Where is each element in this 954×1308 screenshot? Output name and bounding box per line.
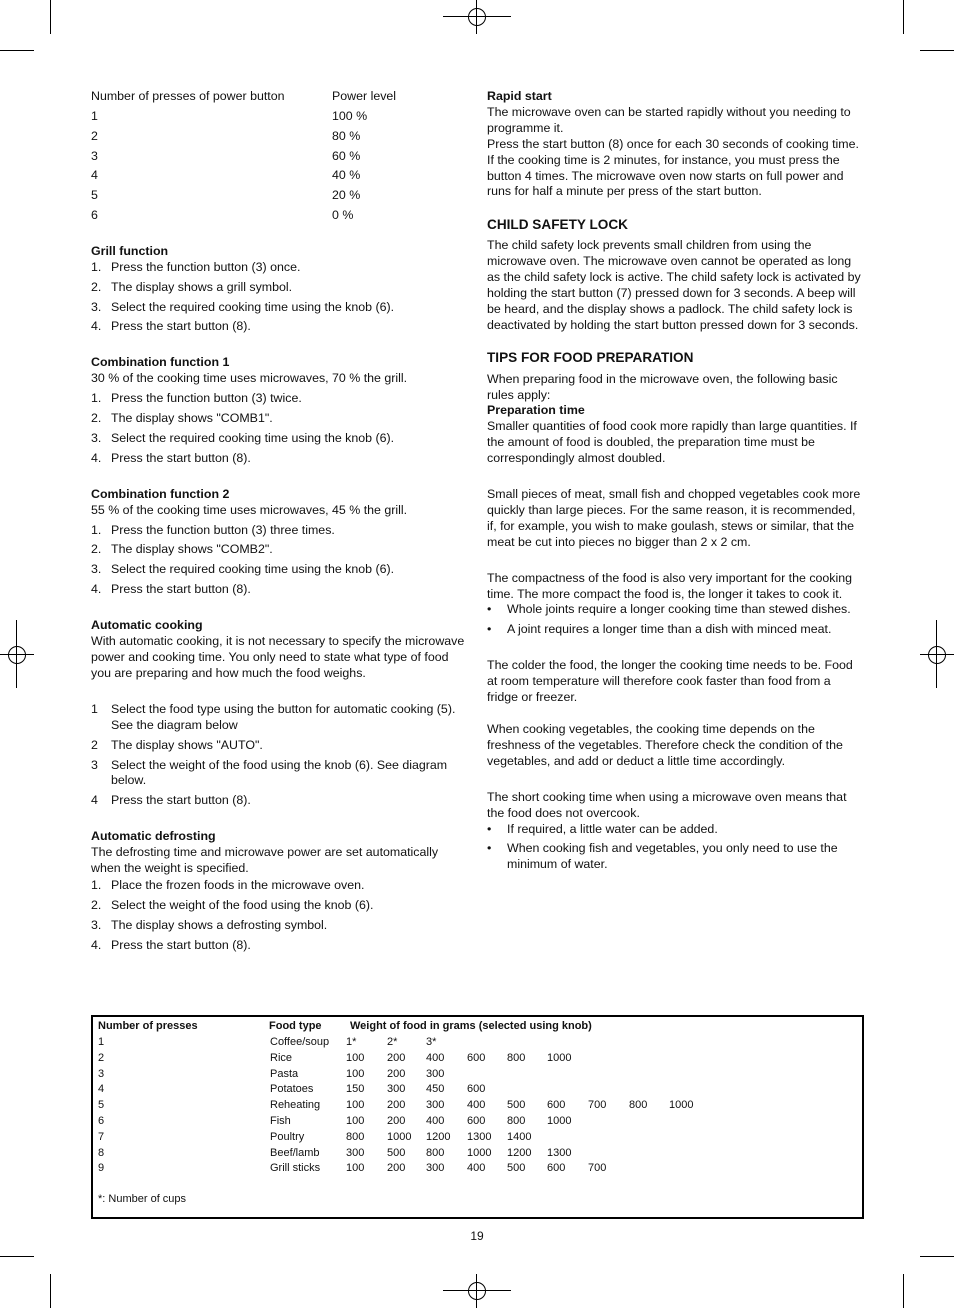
- table-cell-presses: 2: [98, 1051, 105, 1064]
- power-header-presses: Number of presses of power button: [91, 89, 285, 103]
- table-cell-weight: 1300: [547, 1146, 572, 1159]
- list-text: Place the frozen foods in the microwave oven.: [111, 877, 365, 892]
- list-text: Select the weight of the food using the knob (6).: [111, 897, 374, 912]
- bullet-item: [487, 602, 863, 618]
- table-cell-weight: 800: [346, 1130, 365, 1143]
- table-cell-weight: 100: [346, 1115, 365, 1127]
- list-number: 4.: [91, 582, 102, 597]
- tips-p6: The short cooking time when using a microwave oven means that the food does not overcook.: [487, 789, 847, 820]
- bullet-item: [487, 822, 863, 838]
- power-row-level: 80 %: [332, 128, 361, 143]
- list-item: [91, 702, 469, 734]
- list-item: [91, 300, 469, 316]
- rapid-title: Rapid start: [487, 89, 552, 103]
- child-lock-section: [487, 217, 863, 333]
- list-number: 3: [91, 757, 98, 772]
- power-row: [91, 129, 469, 149]
- auto-defrost-steps: [91, 878, 469, 954]
- table-cell-weight: 1000: [547, 1115, 572, 1127]
- auto-defrost-section: [91, 829, 469, 953]
- list-text: The display shows "COMB1".: [111, 411, 273, 426]
- list-number: 1.: [91, 522, 102, 537]
- table-cell-presses: 3: [98, 1067, 105, 1080]
- tips-p5: When cooking vegetables, the cooking time depends on the freshness of the vegetables. Therefore check the condition of the vegetables, and add or deduct a little time accordingly.: [487, 722, 843, 768]
- table-cell-weight: 3*: [426, 1036, 437, 1048]
- table-cell-weight: 100: [346, 1099, 365, 1112]
- power-row-presses: 1: [91, 109, 98, 123]
- auto-cook-section: [91, 618, 469, 809]
- table-cell-weight: 600: [547, 1099, 566, 1112]
- table-cell-presses: 5: [98, 1099, 105, 1112]
- table-cell-weight: 700: [588, 1162, 607, 1175]
- table-cell-weight: 800: [426, 1146, 445, 1159]
- list-text: Select the required cooking time using the knob (6).: [111, 562, 395, 577]
- table-cell-weight: 800: [629, 1099, 648, 1112]
- list-item: [91, 391, 469, 407]
- list-item: [91, 542, 469, 558]
- list-item: [91, 523, 469, 539]
- left-column: [91, 89, 469, 958]
- table-cell-weight: 600: [467, 1083, 486, 1096]
- auto-cook-table: [91, 1015, 864, 1219]
- table-cell-food-type: Fish: [270, 1115, 291, 1127]
- list-number: 4: [91, 793, 98, 808]
- list-text: Press the start button (8).: [111, 937, 251, 952]
- list-item: [91, 319, 469, 335]
- table-footnote: *: Number of cups: [98, 1193, 187, 1205]
- bullet-icon: •: [487, 602, 492, 617]
- prep-time-title: Preparation time: [487, 403, 585, 418]
- list-item: [91, 758, 469, 790]
- list-text: Press the start button (8).: [111, 582, 251, 597]
- table-cell-weight: 300: [426, 1067, 445, 1080]
- list-number: 1: [91, 701, 98, 716]
- table-cell-food-type: Beef/lamb: [270, 1146, 320, 1159]
- tips-p1: Smaller quantities of food cook more rapidly than large quantities. If the amount of food is doubled, the preparation time must be correspondingly almost doubled.: [487, 419, 857, 466]
- table-cell-weight: 100: [346, 1162, 365, 1175]
- table-cell-food-type: Coffee/soup: [270, 1036, 330, 1048]
- table-cell-weight: 100: [346, 1067, 365, 1080]
- table-cell-weight: 1*: [346, 1036, 357, 1048]
- list-number: 3.: [91, 562, 102, 577]
- comb2-intro: 55 % of the cooking time uses microwaves, 45 % the grill.: [91, 502, 408, 517]
- bullet-icon: •: [487, 841, 492, 856]
- list-number: 1.: [91, 391, 102, 406]
- table-cell-food-type: Reheating: [270, 1099, 321, 1112]
- auto-defrost-title: Automatic defrosting: [91, 829, 216, 844]
- tips-intro: When preparing food in the microwave oven, the following basic rules apply:: [487, 371, 838, 402]
- power-row-presses: 3: [91, 148, 98, 163]
- bullet-text: When cooking fish and vegetables, you only need to use the minimum of water.: [507, 841, 838, 872]
- list-number: 2.: [91, 279, 102, 294]
- power-row-level: 0 %: [332, 207, 354, 222]
- tips-p2: Small pieces of meat, small fish and chopped vegetables cook more quickly than large pieces. For the same reason, it is recommended, if, for example, you wish to make goulash, stews or similar, that the meat be cut into pieces no bigger than 2 x 2 cm.: [487, 487, 861, 549]
- tips-section: [487, 350, 863, 874]
- list-item: [91, 582, 469, 598]
- list-text: The display shows "AUTO".: [111, 737, 263, 752]
- list-number: 2.: [91, 542, 102, 557]
- power-row-level: 40 %: [332, 168, 361, 183]
- table-cell-presses: 6: [98, 1115, 105, 1127]
- table-cell-weight: 400: [467, 1099, 486, 1112]
- table-cell-weight: 500: [387, 1146, 406, 1159]
- table-cell-weight: 600: [467, 1051, 486, 1064]
- bullet-text: If required, a little water can be added.: [507, 821, 718, 836]
- table-cell-weight: 1000: [387, 1130, 412, 1143]
- list-item: [91, 431, 469, 447]
- table-cell-weight: 100: [346, 1051, 365, 1064]
- power-row-presses: 4: [91, 168, 98, 183]
- list-number: 1.: [91, 877, 102, 892]
- table-cell-presses: 7: [98, 1130, 105, 1143]
- table-cell-weight: 600: [467, 1115, 486, 1127]
- list-number: 3.: [91, 430, 102, 445]
- comb1-title: Combination function 1: [91, 355, 230, 370]
- table-cell-weight: 800: [507, 1051, 526, 1064]
- table-cell-weight: 300: [387, 1083, 406, 1096]
- grill-title: Grill function: [91, 243, 169, 258]
- power-row-presses: 6: [91, 207, 98, 222]
- power-row-level: 20 %: [332, 188, 361, 203]
- comb1-steps: [91, 391, 469, 467]
- power-row: [91, 168, 469, 188]
- table-cell-weight: 300: [346, 1146, 365, 1159]
- table-header-weight: Weight of food in grams (selected using knob): [350, 1020, 592, 1032]
- list-number: 4.: [91, 450, 102, 465]
- table-cell-weight: 500: [507, 1099, 526, 1112]
- list-number: 4.: [91, 937, 102, 952]
- list-number: 2.: [91, 897, 102, 912]
- grill-steps: [91, 260, 469, 336]
- table-cell-weight: 300: [426, 1099, 445, 1112]
- list-number: 3.: [91, 299, 102, 314]
- comb1-intro: 30 % of the cooking time uses microwaves, 70 % the grill.: [91, 371, 408, 386]
- table-cell-weight: 450: [426, 1083, 445, 1096]
- tips-p3: The compactness of the food is also very important for the cooking time. The more compact the food is, the longer it takes to cook it.: [487, 570, 853, 601]
- list-number: 2.: [91, 411, 102, 426]
- table-cell-weight: 200: [387, 1099, 406, 1112]
- table-cell-weight: 1000: [669, 1099, 694, 1112]
- table-cell-weight: 1200: [507, 1146, 532, 1159]
- table-cell-weight: 600: [547, 1162, 566, 1175]
- table-cell-presses: 8: [98, 1146, 105, 1159]
- table-cell-weight: 200: [387, 1067, 406, 1080]
- list-text: Press the function button (3) twice.: [111, 391, 302, 406]
- table-header-presses: Number of presses: [98, 1020, 198, 1032]
- table-cell-weight: 700: [588, 1099, 607, 1112]
- power-row-presses: 2: [91, 128, 98, 143]
- table-cell-weight: 1000: [547, 1051, 572, 1064]
- power-row-level: 60 %: [332, 148, 361, 163]
- table-cell-weight: 1200: [426, 1130, 451, 1143]
- table-cell-food-type: Potatoes: [270, 1083, 314, 1096]
- list-text: Select the weight of the food using the knob (6). See diagram below.: [111, 757, 448, 788]
- list-text: The display shows "COMB2".: [111, 542, 273, 557]
- bullet-icon: •: [487, 622, 492, 637]
- comb1-section: [91, 355, 469, 466]
- grill-section: [91, 244, 469, 336]
- power-row-presses: 5: [91, 188, 98, 203]
- list-item: [91, 738, 469, 754]
- list-number: 4.: [91, 319, 102, 334]
- power-row: [91, 109, 469, 129]
- bullet-text: A joint requires a longer time than a dish with minced meat.: [507, 622, 832, 637]
- table-cell-presses: 4: [98, 1083, 105, 1096]
- list-text: Press the function button (3) once.: [111, 259, 301, 274]
- list-text: Press the function button (3) three times.: [111, 522, 335, 537]
- table-cell-food-type: Rice: [270, 1051, 293, 1064]
- list-item: [91, 938, 469, 954]
- list-number: 2: [91, 737, 98, 752]
- list-text: The display shows a defrosting symbol.: [111, 917, 328, 932]
- table-header-food-type: Food type: [269, 1020, 322, 1032]
- list-text: Select the required cooking time using the knob (6).: [111, 430, 395, 445]
- rapid-text: The microwave oven can be started rapidly without you needing to programme it.: [487, 104, 851, 135]
- list-item: [91, 918, 469, 934]
- table-cell-weight: 400: [426, 1051, 445, 1064]
- table-cell-weight: 200: [387, 1115, 406, 1127]
- list-item: [91, 878, 469, 894]
- auto-defrost-intro: The defrosting time and microwave power are set automatically when the weight is specified.: [91, 845, 439, 876]
- child-lock-text: The child safety lock prevents small children from using the microwave oven. The microwave oven cannot be operated as long as the child safety lock is active. The child safety lock is activated by holding the start button (7) pressed down for 3 seconds. A beep will be heard, and the display shows a padlock. The child safety lock is deactivated by holding the start button pressed down for 3 seconds.: [487, 238, 861, 332]
- tips-bullets-2: [487, 822, 863, 874]
- list-item: [91, 898, 469, 914]
- table-cell-food-type: Grill sticks: [270, 1162, 321, 1175]
- right-column: [487, 89, 863, 877]
- list-text: Select the food type using the button for automatic cooking (5). See the diagram below: [111, 701, 456, 732]
- table-cell-weight: 150: [346, 1083, 365, 1096]
- table-cell-weight: 200: [387, 1051, 406, 1064]
- power-row: [91, 149, 469, 169]
- list-number: 1.: [91, 259, 102, 274]
- auto-cook-title: Automatic cooking: [91, 618, 203, 633]
- list-item: [91, 562, 469, 578]
- child-lock-title: CHILD SAFETY LOCK: [487, 217, 628, 233]
- table-cell-weight: 1000: [467, 1146, 492, 1159]
- table-cell-weight: 300: [426, 1162, 445, 1175]
- bullet-item: [487, 841, 863, 873]
- bullet-item: [487, 622, 863, 638]
- tips-bullets-1: [487, 602, 863, 638]
- list-text: Press the start button (8).: [111, 793, 251, 808]
- table-cell-weight: 400: [426, 1115, 445, 1127]
- list-item: [91, 280, 469, 296]
- table-cell-weight: 500: [507, 1162, 526, 1175]
- tips-p4: The colder the food, the longer the cooking time needs to be. Food at room temperature will therefore cook faster than food from a fridge or freezer.: [487, 658, 853, 705]
- rapid-section: [487, 89, 863, 200]
- table-cell-presses: 1: [98, 1036, 105, 1048]
- table-cell-weight: 1300: [467, 1130, 492, 1143]
- comb2-title: Combination function 2: [91, 486, 230, 501]
- table-cell-presses: 9: [98, 1162, 105, 1175]
- auto-cook-intro: With automatic cooking, it is not necessary to specify the microwave power and cooking time. You only need to state what type of food you are preparing and how much the food weighs.: [91, 634, 465, 680]
- power-row: [91, 208, 469, 228]
- table-cell-weight: 400: [467, 1162, 486, 1175]
- power-row-level: 100 %: [332, 109, 368, 123]
- list-item: [91, 451, 469, 467]
- rapid-text-2: Press the start button (8) once for each 30 seconds of cooking time. If the cooking time is 2 minutes, for instance, you must press the button 4 times. The microwave oven now starts on full power and runs for half a minute per press of the start button.: [487, 136, 859, 199]
- bullet-text: Whole joints require a longer cooking time than stewed dishes.: [507, 602, 851, 617]
- list-text: The display shows a grill symbol.: [111, 279, 293, 294]
- list-item: [91, 260, 469, 276]
- bullet-icon: •: [487, 821, 492, 836]
- power-header-level: Power level: [332, 89, 397, 103]
- auto-cook-steps: [91, 702, 469, 809]
- table-cell-food-type: Pasta: [270, 1067, 299, 1080]
- table-cell-weight: 2*: [387, 1036, 398, 1048]
- table-cell-weight: 800: [507, 1115, 526, 1127]
- list-item: [91, 411, 469, 427]
- table-cell-weight: 1400: [507, 1130, 532, 1143]
- table-cell-weight: 200: [387, 1162, 406, 1175]
- comb2-steps: [91, 523, 469, 599]
- page-number: 19: [470, 1229, 484, 1243]
- list-text: Press the start button (8).: [111, 450, 251, 465]
- list-number: 3.: [91, 917, 102, 932]
- table-cell-food-type: Poultry: [270, 1130, 305, 1143]
- power-table: [91, 89, 469, 228]
- list-text: Select the required cooking time using the knob (6).: [111, 299, 395, 314]
- list-item: [91, 793, 469, 809]
- comb2-section: [91, 487, 469, 598]
- tips-title: TIPS FOR FOOD PREPARATION: [487, 349, 694, 365]
- list-text: Press the start button (8).: [111, 319, 251, 334]
- power-row: [91, 188, 469, 208]
